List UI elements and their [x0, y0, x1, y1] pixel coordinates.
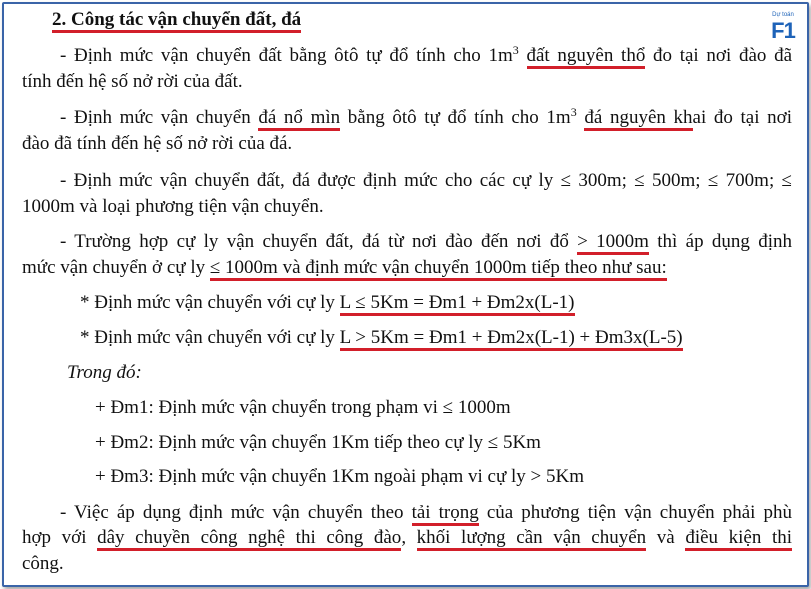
formula-2-label: * Định mức vận chuyển với cự ly: [80, 327, 340, 348]
definition-dm1: + Đm1: Định mức vận chuyển trong phạm vi ≤ 1000m: [95, 397, 511, 418]
p2-superscript: 3: [570, 105, 577, 119]
p1-superscript: 3: [512, 43, 519, 57]
p2-underlined-2: đá nguyên kh: [584, 107, 692, 131]
p2-text-a: - Định mức vận chuyển: [60, 107, 259, 128]
formula-2-expression: L > 5Km = Đm1 + Đm2x(L-1) + Đm3x(L-5): [340, 327, 683, 351]
p5-line-3: công.: [22, 553, 64, 574]
p3-line-2: 1000m và loại phương tiện vận chuyển.: [22, 196, 324, 217]
p5-text-c: hợp với: [22, 527, 98, 548]
formula-1: [80, 292, 575, 314]
logo-mark: F1: [771, 18, 795, 43]
p4-text-a: - Trường hợp cự ly vận chuyển đất, đá từ nơi đào đến nơi đổ: [60, 231, 578, 252]
p5-underlined-2: dây chuyền công nghệ thi công đào: [97, 527, 401, 551]
p5-text-b: của phương tiện vận chuyển phải phù: [478, 502, 792, 523]
p1-underlined: đất nguyên thổ: [527, 45, 646, 69]
formula-1-expression: L ≤ 5Km = Đm1 + Đm2x(L-1): [340, 292, 575, 316]
p1-text-space: [519, 45, 527, 66]
p2-line-2: đào đã tính đến hệ số nở rời của đá.: [22, 133, 293, 154]
p5-text-a: - Việc áp dụng định mức vận chuyển theo: [60, 502, 412, 523]
p3-text: - Định mức vận chuyển đất, đá được định mức cho các cự ly ≤ 300m; ≤ 500m; ≤ 700m; ≤: [60, 170, 792, 191]
formula-1-label: * Định mức vận chuyển với cự ly: [80, 292, 340, 313]
p2-text-d: ai đo tại nơi: [692, 107, 792, 128]
definition-dm3: + Đm3: Định mức vận chuyển 1Km ngoài phạm vi cự ly > 5Km: [95, 466, 584, 487]
section-title-text: 2. Công tác vận chuyển đất, đá: [52, 9, 301, 33]
p4-underlined-2: ≤ 1000m và định mức vận chuyển 1000m tiếp theo như sau:: [210, 257, 667, 281]
p5-line-2: [22, 527, 792, 549]
logo-caption: Dự toán: [772, 12, 794, 18]
section-title: [52, 9, 301, 31]
p2-line-1: [22, 107, 792, 129]
p1-line-2: tính đến hệ số nở rời của đất.: [22, 71, 243, 92]
definition-dm2: + Đm2: Định mức vận chuyển 1Km tiếp theo cự ly ≤ 5Km: [95, 432, 541, 453]
p5-comma: ,: [401, 527, 417, 548]
trong-do-label: Trong đó:: [67, 362, 142, 383]
p4-line-2: [22, 257, 667, 279]
p5-underlined-1: tải trọng: [412, 502, 479, 526]
p5-line-1: [22, 502, 792, 524]
p1-text-c: đo tại nơi đào đã: [645, 45, 793, 66]
formula-2: [80, 327, 683, 349]
p2-underlined-1: đá nổ mìn: [258, 107, 340, 131]
p2-text-b: bằng ôtô tự đổ tính cho 1m: [340, 107, 571, 128]
p5-underlined-3: khối lượng cần vận chuyển: [417, 527, 647, 551]
du-toan-f1-logo: [766, 12, 800, 48]
p1-text-a: - Định mức vận chuyển đất bằng ôtô tự đổ tính cho 1m: [60, 45, 513, 66]
p4-line-1: [22, 231, 792, 253]
p4-text-b: thì áp dụng định: [648, 231, 792, 252]
p5-underlined-4: điều kiện thi: [685, 527, 792, 551]
p3-line-1: [22, 170, 792, 192]
p1-line-1: [22, 45, 792, 67]
p5-text-va: và: [646, 527, 686, 548]
p4-underlined-1: > 1000m: [577, 231, 649, 255]
p4-text-c: mức vận chuyển ở cự ly: [22, 257, 210, 278]
